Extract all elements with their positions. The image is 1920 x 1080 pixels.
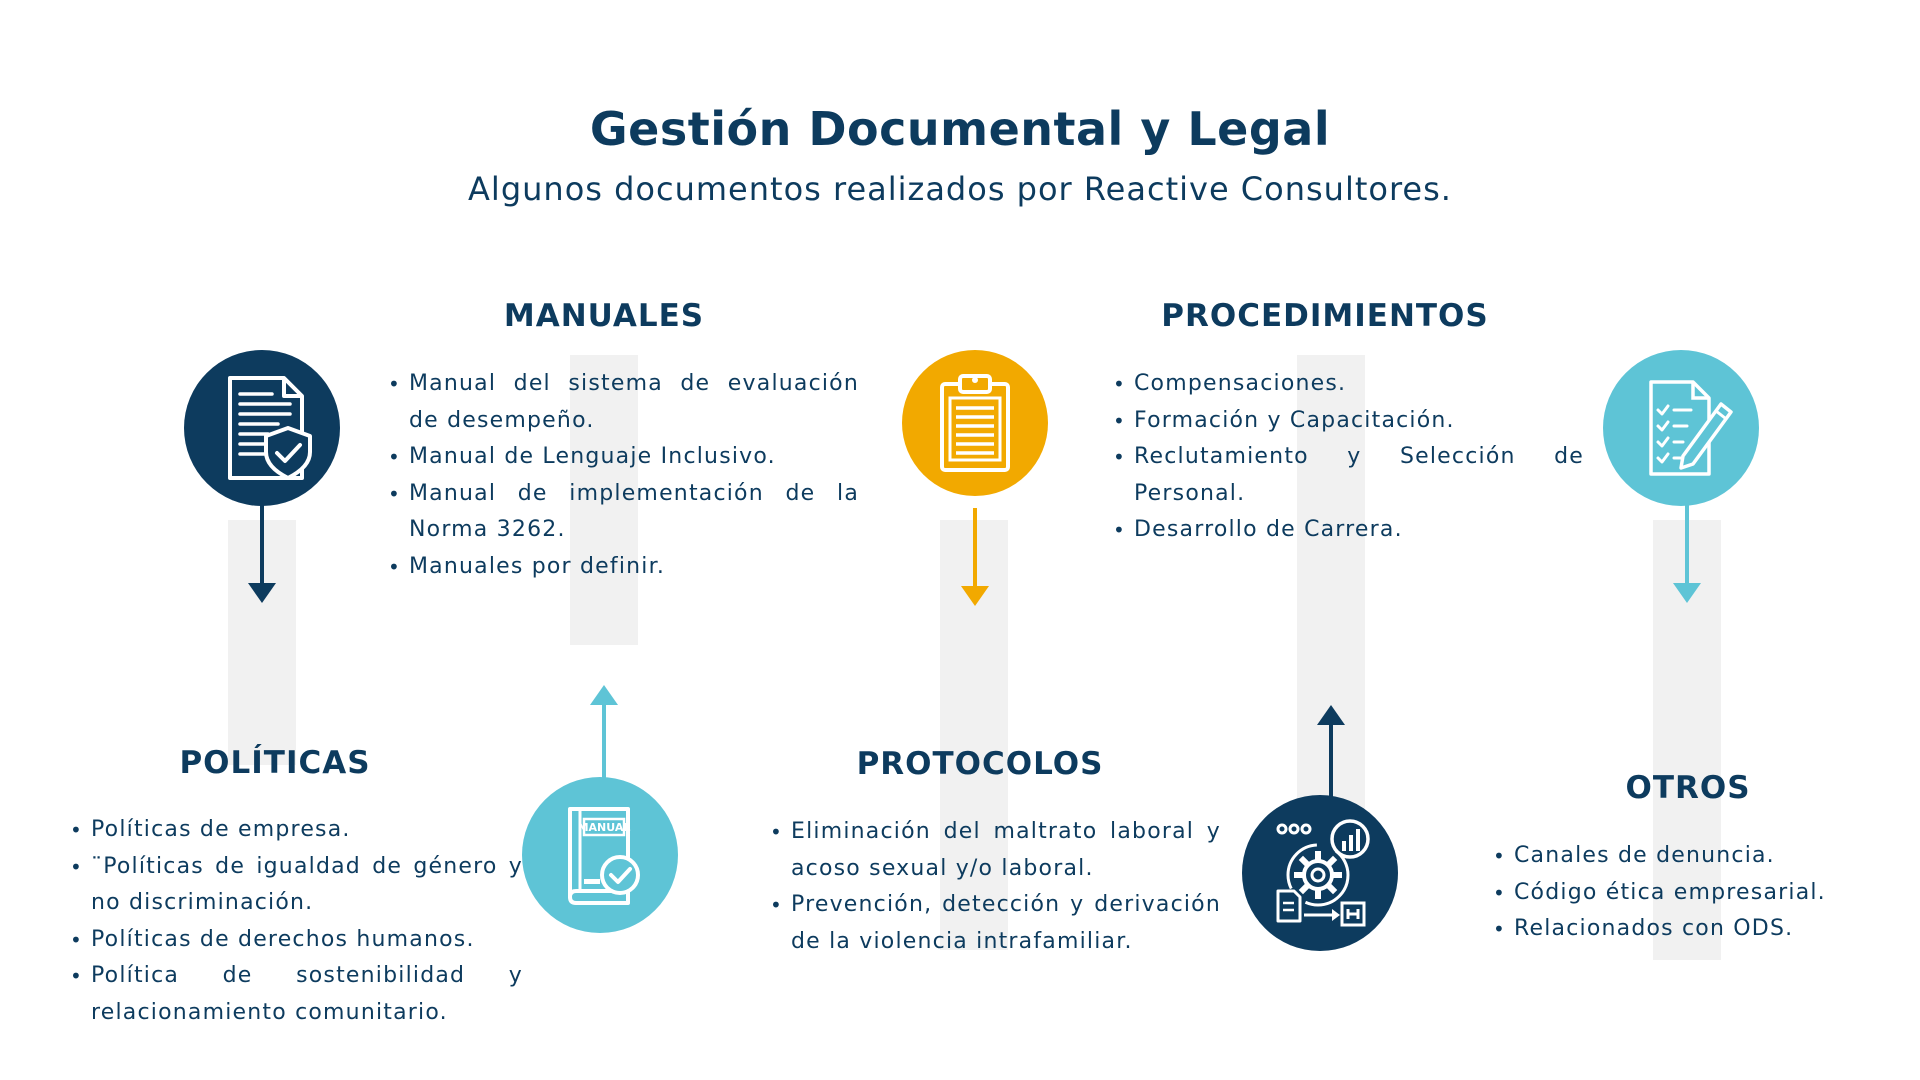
otros-list bbox=[1493, 838, 1894, 948]
protocolos-title: PROTOCOLOS bbox=[856, 746, 1104, 782]
procedimientos-list bbox=[1113, 366, 1584, 549]
list-item: • Manuales por definir. bbox=[409, 549, 859, 586]
list-item: • Desarrollo de Carrera. bbox=[1134, 512, 1584, 549]
arrow-down-navy bbox=[246, 505, 278, 605]
procedimientos-title: PROCEDIMIENTOS bbox=[1161, 298, 1489, 334]
list-item: • Eliminación del maltrato laboral y acoso sexual y/o laboral. bbox=[791, 814, 1221, 887]
list-item: • Manual de implementación de la Norma 3262. bbox=[409, 476, 859, 549]
manuales-list bbox=[388, 366, 859, 585]
list-item: • Código ética empresarial. bbox=[1514, 875, 1894, 912]
list-item: • Manual del sistema de evaluación de desempeño. bbox=[409, 366, 859, 439]
politicas-list bbox=[70, 812, 523, 1031]
list-item: • Política de sostenibilidad y relacionamiento comunitario. bbox=[91, 958, 523, 1031]
document-shield-icon bbox=[184, 350, 340, 506]
list-item: • ¨Políticas de igualdad de género y no discriminación. bbox=[91, 849, 523, 922]
list-item: • Prevención, detección y derivación de la violencia intrafamiliar. bbox=[791, 887, 1221, 960]
otros-title: OTROS bbox=[1625, 770, 1751, 806]
list-item: • Compensaciones. bbox=[1134, 366, 1584, 403]
protocolos-list bbox=[770, 814, 1221, 960]
arrow-up-navy bbox=[1315, 703, 1347, 803]
page-title: Gestión Documental y Legal bbox=[589, 102, 1331, 156]
page-subtitle: Algunos documentos realizados por Reactive Consultores. bbox=[468, 170, 1452, 208]
list-item: • Manual de Lenguaje Inclusivo. bbox=[409, 439, 859, 476]
list-item: • Políticas de derechos humanos. bbox=[91, 922, 523, 959]
manuales-title: MANUALES bbox=[503, 298, 705, 334]
process-gear-icon bbox=[1242, 795, 1398, 951]
list-item: • Formación y Capacitación. bbox=[1134, 403, 1584, 440]
list-item: • Reclutamiento y Selección de Personal. bbox=[1134, 439, 1584, 512]
checklist-pencil-icon bbox=[1603, 350, 1759, 506]
list-item: • Relacionados con ODS. bbox=[1514, 911, 1894, 948]
list-item: • Políticas de empresa. bbox=[91, 812, 523, 849]
clipboard-icon bbox=[902, 350, 1048, 496]
arrow-up-teal bbox=[588, 683, 620, 783]
manual-book-icon bbox=[522, 777, 678, 933]
arrow-down-amber bbox=[959, 508, 991, 608]
arrow-down-teal bbox=[1671, 505, 1703, 605]
politicas-title: POLÍTICAS bbox=[179, 745, 371, 781]
list-item: • Canales de denuncia. bbox=[1514, 838, 1894, 875]
manual-book-label: MANUAL bbox=[577, 821, 631, 834]
